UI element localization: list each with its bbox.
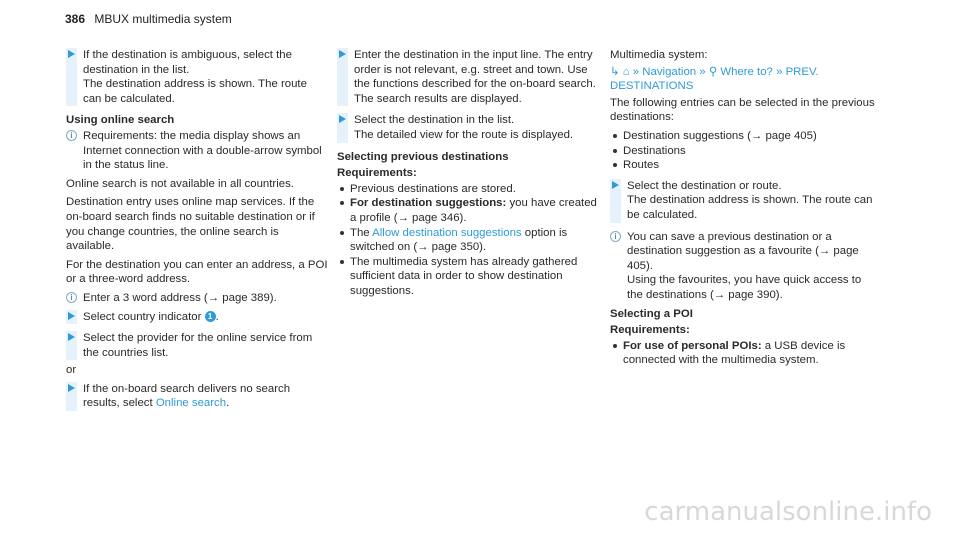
list-item: For use of personal POIs: a USB device is connected with the multimedia system.	[610, 339, 880, 368]
prev-destinations-menu-item[interactable]: PREV. DESTINATIONS	[610, 65, 819, 93]
watermark: carmanualsonline.info	[644, 497, 932, 527]
step-item: Select country indicator 1 .	[66, 310, 328, 325]
list-item: Routes	[610, 158, 880, 173]
step-item: If the on-board search delivers no search results, select Online search.	[66, 382, 328, 411]
step-text: Select the destination or route.	[627, 179, 782, 192]
chevron-right-icon: »	[632, 65, 640, 78]
entries-list	[610, 129, 880, 173]
column-2	[337, 48, 599, 305]
step-item	[610, 179, 880, 223]
navigation-menu-item[interactable]: Navigation	[642, 65, 697, 78]
section-heading: Using online search	[66, 114, 175, 127]
list-item: For destination suggestions: you have created a profile (→ page 346).	[337, 196, 599, 225]
step-arrow-icon	[68, 50, 75, 58]
step-text: If the destination is ambiguous, select the destination in the list.	[83, 49, 292, 76]
or-label: or	[66, 364, 77, 377]
step-text: Enter the destination in the input line. The entry order is not relevant, e.g. street and town. Use the functions described for the on-board search.	[354, 49, 596, 91]
step-arrow-icon	[68, 384, 75, 392]
step-item	[337, 48, 599, 106]
step-text: Select the provider for the online service from the countries list.	[83, 332, 313, 359]
return-arrow-icon: ↳	[610, 65, 620, 78]
page-header	[65, 12, 232, 26]
paragraph: Destination entry uses online map services. If the on-board search finds no suitable destination or if you change countries, the online search is available.	[66, 196, 315, 253]
requirements-label: Requirements:	[337, 167, 417, 180]
system-label: Multimedia system:	[610, 49, 708, 61]
info-icon: i	[610, 231, 621, 242]
note-item: i Enter a 3 word address (→ page 389).	[66, 291, 328, 306]
list-item: The multimedia system has already gathered sufficient data in order to show destination suggestions.	[337, 255, 599, 299]
step-result: The search results are displayed.	[354, 92, 522, 105]
list-item: The Allow destination suggestions option is switched on (→ page 350).	[337, 226, 599, 255]
step-text: Select the destination in the list.	[354, 114, 515, 127]
allow-destination-suggestions-option[interactable]: Allow destination suggestions	[372, 226, 522, 239]
column-1	[66, 48, 328, 418]
search-icon: ⚲	[708, 65, 718, 78]
step-arrow-icon	[68, 333, 75, 341]
step-arrow-icon	[612, 181, 619, 189]
note-text: Requirements: the media display shows an Internet connection with a double-arrow symbol in the status line.	[83, 129, 322, 172]
section-heading: Selecting a POI	[610, 307, 693, 320]
online-search-menu-item[interactable]: Online search	[155, 397, 227, 410]
chevron-right-icon: »	[699, 65, 706, 78]
step-arrow-icon	[339, 50, 346, 58]
requirements-list	[610, 339, 880, 368]
step-item	[66, 48, 328, 106]
step-result: The detailed view for the route is displayed.	[354, 128, 574, 141]
column-3	[610, 48, 880, 374]
paragraph: For the destination you can enter an address, a POI or a three-word address.	[66, 258, 328, 286]
home-icon[interactable]: ⌂	[622, 65, 630, 78]
step-item	[66, 331, 328, 360]
section-heading: Selecting previous destinations	[337, 150, 509, 163]
step-result: The destination address is shown. The route can be calculated.	[627, 194, 873, 221]
note-item: i You can save a previous destination or a destination suggestion as a favourite (→ page 405). Using the favourites, you have quick access to the destinations (→ page 390).	[610, 230, 880, 303]
menu-path	[610, 65, 880, 94]
paragraph: The following entries can be selected in the previous destinations:	[610, 96, 875, 124]
paragraph: Online search is not available in all countries.	[66, 177, 294, 190]
callout-badge: 1	[205, 311, 216, 322]
page-reference-link[interactable]: page 389).	[219, 291, 277, 304]
info-icon: i	[66, 292, 77, 303]
step-item	[337, 113, 599, 142]
list-item: Destination suggestions (→ page 405)	[610, 129, 880, 144]
page-title: MBUX multimedia system	[94, 12, 232, 26]
info-icon: i	[66, 130, 77, 141]
list-item: Previous destinations are stored.	[337, 182, 599, 197]
step-result: The destination address is shown. The route can be calculated.	[83, 78, 307, 105]
list-item: Destinations	[610, 144, 880, 159]
step-arrow-icon	[339, 115, 346, 123]
step-arrow-icon	[68, 312, 75, 320]
note-item	[66, 129, 328, 173]
requirements-label: Requirements:	[610, 324, 690, 337]
requirements-list	[337, 182, 599, 299]
where-to-menu-item[interactable]: Where to?	[720, 65, 773, 78]
page-number: 386	[65, 12, 86, 26]
chevron-right-icon: »	[776, 65, 783, 78]
